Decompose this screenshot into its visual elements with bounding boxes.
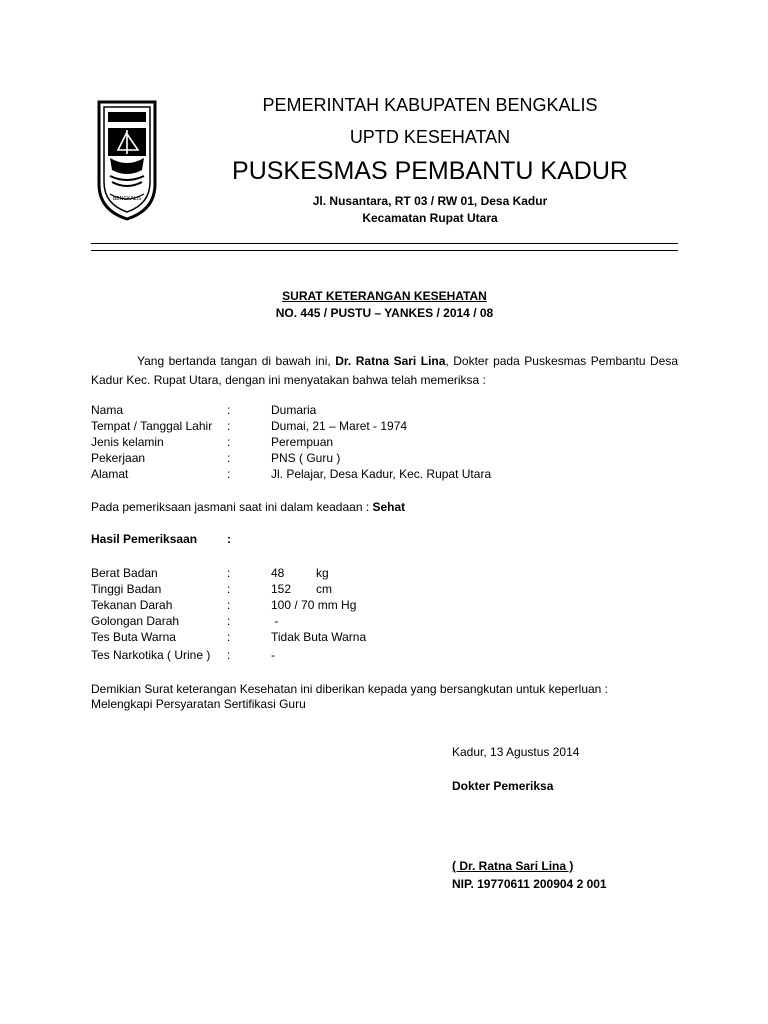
svg-text:BENGKALIS: BENGKALIS [112,196,142,202]
identity-row: Jenis kelamin : Perempuan [91,435,334,449]
identity-row: Pekerjaan : PNS ( Guru ) [91,451,341,465]
letter-title: SURAT KETERANGAN KESEHATAN [282,289,487,303]
condition-value: Sehat [372,500,406,514]
signature-nip: NIP. 19770611 200904 2 001 [452,877,607,891]
header-unit: UPTD KESEHATAN [349,127,511,147]
result-row: Golongan Darah : - [91,614,279,628]
identity-row: Alamat : Jl. Pelajar, Desa Kadur, Kec. Rupat Utara [91,467,492,481]
header-address-line-1: Jl. Nusantara, RT 03 / RW 01, Desa Kadur [312,194,548,208]
signature-name: ( Dr. Ratna Sari Lina ) [452,859,574,873]
result-row: Tes Narkotika ( Urine ) : - [91,648,275,662]
doctor-name: Dr. Ratna Sari Lina [335,354,446,368]
signature-place-date: Kadur, 13 Agustus 2014 [452,745,580,759]
header-government: PEMERINTAH KABUPATEN BENGKALIS [262,95,598,115]
identity-row: Nama : Dumaria [91,403,317,417]
results-header: Hasil Pemeriksaan : [91,532,231,546]
result-row: Berat Badan : 48 kg [91,566,329,580]
result-row: Tekanan Darah : 100 / 70 mm Hg [91,598,357,612]
header-title: PUSKESMAS PEMBANTU KADUR [232,157,628,185]
condition-statement: Pada pemeriksaan jasmani saat ini dalam keadaan : Sehat [91,500,406,514]
closing-line-2: Melengkapi Persyaratan Sertifikasi Guru [91,697,306,711]
header-divider-top [91,243,678,244]
header-divider-bottom [91,250,678,251]
identity-row: Tempat / Tanggal Lahir : Dumai, 21 – Maret - 1974 [91,419,408,433]
signature-role: Dokter Pemeriksa [452,779,554,793]
closing-line-1: Demikian Surat keterangan Kesehatan ini diberikan kepada yang bersangkutan untuk keperluan : [91,682,609,696]
result-row: Tes Buta Warna : Tidak Buta Warna [91,630,367,644]
letter-number: NO. 445 / PUSTU – YANKES / 2014 / 08 [275,306,494,320]
intro-paragraph: Yang bertanda tangan di bawah ini, Dr. Ratna Sari Lina, Dokter pada Puskesmas Pembantu Desa Kadur Kec. Rupat Utara, dengan ini menyatakan bahwa telah memeriksa : [91,354,679,387]
header-address-line-2: Kecamatan Rupat Utara [362,211,498,225]
regency-crest-icon [96,98,158,222]
result-row: Tinggi Badan : 152 cm [91,582,332,596]
